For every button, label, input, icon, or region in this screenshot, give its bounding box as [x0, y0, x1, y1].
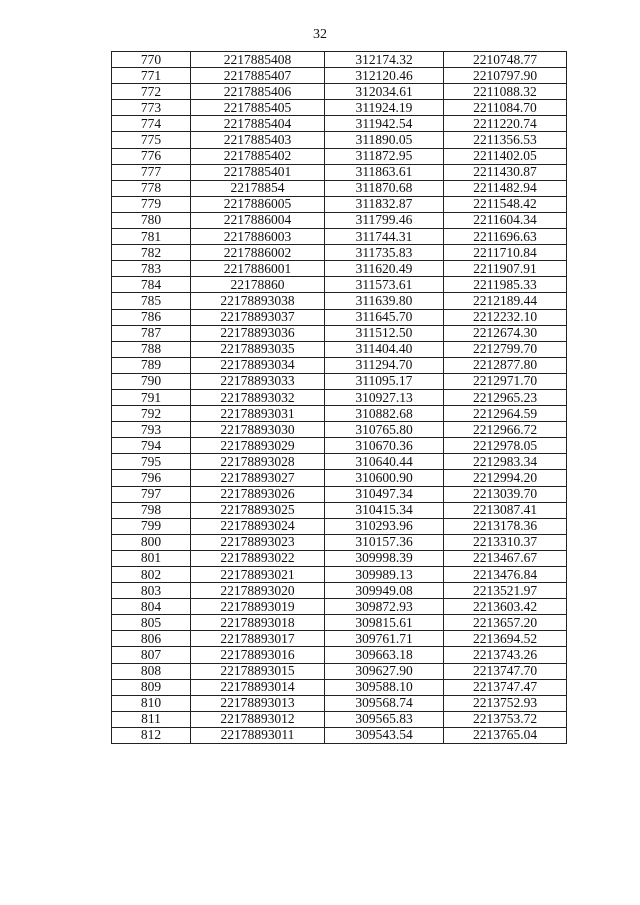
row-number-cell: 798	[112, 502, 191, 518]
x-coordinate-cell: 311639.80	[325, 293, 444, 309]
table-row	[112, 84, 567, 100]
row-number-cell: 788	[112, 341, 191, 357]
point-id-cell: 22178893029	[191, 438, 325, 454]
x-coordinate-cell: 310415.34	[325, 502, 444, 518]
x-coordinate-cell: 311942.54	[325, 116, 444, 132]
table-row	[112, 261, 567, 277]
row-number-cell: 782	[112, 245, 191, 261]
x-coordinate-cell: 309663.18	[325, 647, 444, 663]
row-number-cell: 774	[112, 116, 191, 132]
point-id-cell: 22178893036	[191, 325, 325, 341]
y-coordinate-cell: 2212674.30	[444, 325, 567, 341]
y-coordinate-cell: 2213657.20	[444, 615, 567, 631]
row-number-cell: 778	[112, 180, 191, 196]
page-number: 32	[313, 27, 327, 42]
point-id-cell: 22178893018	[191, 615, 325, 631]
y-coordinate-cell: 2211220.74	[444, 116, 567, 132]
table-row	[112, 148, 567, 164]
point-id-cell: 22178893034	[191, 357, 325, 373]
x-coordinate-cell: 311863.61	[325, 164, 444, 180]
point-id-cell: 2217886003	[191, 229, 325, 245]
x-coordinate-cell: 309627.90	[325, 663, 444, 679]
point-id-cell: 2217886001	[191, 261, 325, 277]
row-number-cell: 791	[112, 389, 191, 405]
x-coordinate-cell: 310927.13	[325, 389, 444, 405]
table-row	[112, 615, 567, 631]
coordinates-table	[111, 51, 567, 744]
table-row	[112, 373, 567, 389]
row-number-cell: 801	[112, 550, 191, 566]
x-coordinate-cell: 311799.46	[325, 212, 444, 228]
y-coordinate-cell: 2210797.90	[444, 68, 567, 84]
y-coordinate-cell: 2212799.70	[444, 341, 567, 357]
y-coordinate-cell: 2213743.26	[444, 647, 567, 663]
y-coordinate-cell: 2213476.84	[444, 567, 567, 583]
y-coordinate-cell: 2213039.70	[444, 486, 567, 502]
table-row	[112, 229, 567, 245]
y-coordinate-cell: 2211356.53	[444, 132, 567, 148]
table-row	[112, 100, 567, 116]
point-id-cell: 22178893026	[191, 486, 325, 502]
x-coordinate-cell: 311294.70	[325, 357, 444, 373]
table-row	[112, 695, 567, 711]
y-coordinate-cell: 2213467.67	[444, 550, 567, 566]
point-id-cell: 22178893017	[191, 631, 325, 647]
row-number-cell: 796	[112, 470, 191, 486]
table-row	[112, 454, 567, 470]
table-row	[112, 245, 567, 261]
row-number-cell: 809	[112, 679, 191, 695]
point-id-cell: 2217886005	[191, 196, 325, 212]
x-coordinate-cell: 309815.61	[325, 615, 444, 631]
row-number-cell: 802	[112, 567, 191, 583]
table-row	[112, 599, 567, 615]
row-number-cell: 772	[112, 84, 191, 100]
point-id-cell: 22178893014	[191, 679, 325, 695]
y-coordinate-cell: 2211548.42	[444, 196, 567, 212]
row-number-cell: 786	[112, 309, 191, 325]
point-id-cell: 22178893011	[191, 727, 325, 743]
y-coordinate-cell: 2211907.91	[444, 261, 567, 277]
row-number-cell: 794	[112, 438, 191, 454]
x-coordinate-cell: 312120.46	[325, 68, 444, 84]
row-number-cell: 790	[112, 373, 191, 389]
row-number-cell: 799	[112, 518, 191, 534]
row-number-cell: 789	[112, 357, 191, 373]
row-number-cell: 770	[112, 52, 191, 68]
x-coordinate-cell: 310670.36	[325, 438, 444, 454]
x-coordinate-cell: 311832.87	[325, 196, 444, 212]
y-coordinate-cell: 2213087.41	[444, 502, 567, 518]
x-coordinate-cell: 309543.54	[325, 727, 444, 743]
x-coordinate-cell: 311512.50	[325, 325, 444, 341]
table-row	[112, 534, 567, 550]
y-coordinate-cell: 2211710.84	[444, 245, 567, 261]
table-row	[112, 631, 567, 647]
point-id-cell: 22178893030	[191, 422, 325, 438]
row-number-cell: 807	[112, 647, 191, 663]
row-number-cell: 771	[112, 68, 191, 84]
x-coordinate-cell: 310640.44	[325, 454, 444, 470]
row-number-cell: 810	[112, 695, 191, 711]
point-id-cell: 22178893019	[191, 599, 325, 615]
point-id-cell: 22178893027	[191, 470, 325, 486]
y-coordinate-cell: 2211604.34	[444, 212, 567, 228]
point-id-cell: 22178893016	[191, 647, 325, 663]
x-coordinate-cell: 309565.83	[325, 711, 444, 727]
x-coordinate-cell: 310600.90	[325, 470, 444, 486]
row-number-cell: 808	[112, 663, 191, 679]
x-coordinate-cell: 311573.61	[325, 277, 444, 293]
table-row	[112, 486, 567, 502]
y-coordinate-cell: 2211482.94	[444, 180, 567, 196]
x-coordinate-cell: 309989.13	[325, 567, 444, 583]
y-coordinate-cell: 2211402.05	[444, 148, 567, 164]
row-number-cell: 777	[112, 164, 191, 180]
point-id-cell: 22178893038	[191, 293, 325, 309]
row-number-cell: 805	[112, 615, 191, 631]
point-id-cell: 22178893032	[191, 389, 325, 405]
x-coordinate-cell: 311404.40	[325, 341, 444, 357]
y-coordinate-cell: 2212965.23	[444, 389, 567, 405]
row-number-cell: 787	[112, 325, 191, 341]
point-id-cell: 2217886002	[191, 245, 325, 261]
table-row	[112, 68, 567, 84]
y-coordinate-cell: 2212877.80	[444, 357, 567, 373]
x-coordinate-cell: 309872.93	[325, 599, 444, 615]
y-coordinate-cell: 2213694.52	[444, 631, 567, 647]
row-number-cell: 797	[112, 486, 191, 502]
row-number-cell: 793	[112, 422, 191, 438]
point-id-cell: 22178893031	[191, 406, 325, 422]
table-row	[112, 502, 567, 518]
point-id-cell: 2217885407	[191, 68, 325, 84]
x-coordinate-cell: 311870.68	[325, 180, 444, 196]
row-number-cell: 781	[112, 229, 191, 245]
y-coordinate-cell: 2211430.87	[444, 164, 567, 180]
y-coordinate-cell: 2211696.63	[444, 229, 567, 245]
x-coordinate-cell: 310497.34	[325, 486, 444, 502]
row-number-cell: 811	[112, 711, 191, 727]
table-row	[112, 164, 567, 180]
row-number-cell: 806	[112, 631, 191, 647]
point-id-cell: 22178893028	[191, 454, 325, 470]
y-coordinate-cell: 2213765.04	[444, 727, 567, 743]
point-id-cell: 22178860	[191, 277, 325, 293]
x-coordinate-cell: 311645.70	[325, 309, 444, 325]
table-row	[112, 647, 567, 663]
x-coordinate-cell: 311620.49	[325, 261, 444, 277]
point-id-cell: 2217885406	[191, 84, 325, 100]
y-coordinate-cell: 2213747.70	[444, 663, 567, 679]
table-row	[112, 132, 567, 148]
table-row	[112, 470, 567, 486]
point-id-cell: 2217885404	[191, 116, 325, 132]
table-row	[112, 679, 567, 695]
point-id-cell: 22178854	[191, 180, 325, 196]
table-row	[112, 518, 567, 534]
x-coordinate-cell: 309761.71	[325, 631, 444, 647]
y-coordinate-cell: 2213310.37	[444, 534, 567, 550]
point-id-cell: 22178893037	[191, 309, 325, 325]
x-coordinate-cell: 311744.31	[325, 229, 444, 245]
row-number-cell: 785	[112, 293, 191, 309]
x-coordinate-cell: 312174.32	[325, 52, 444, 68]
y-coordinate-cell: 2211985.33	[444, 277, 567, 293]
row-number-cell: 795	[112, 454, 191, 470]
x-coordinate-cell: 311095.17	[325, 373, 444, 389]
y-coordinate-cell: 2212966.72	[444, 422, 567, 438]
y-coordinate-cell: 2212994.20	[444, 470, 567, 486]
x-coordinate-cell: 311872.95	[325, 148, 444, 164]
x-coordinate-cell: 309588.10	[325, 679, 444, 695]
table-row	[112, 389, 567, 405]
table-row	[112, 309, 567, 325]
y-coordinate-cell: 2212983.34	[444, 454, 567, 470]
y-coordinate-cell: 2211084.70	[444, 100, 567, 116]
point-id-cell: 22178893013	[191, 695, 325, 711]
x-coordinate-cell: 309998.39	[325, 550, 444, 566]
row-number-cell: 792	[112, 406, 191, 422]
y-coordinate-cell: 2213747.47	[444, 679, 567, 695]
table-row	[112, 277, 567, 293]
point-id-cell: 2217885401	[191, 164, 325, 180]
point-id-cell: 22178893035	[191, 341, 325, 357]
point-id-cell: 22178893023	[191, 534, 325, 550]
point-id-cell: 2217885403	[191, 132, 325, 148]
table-row	[112, 711, 567, 727]
table-row	[112, 663, 567, 679]
x-coordinate-cell: 309568.74	[325, 695, 444, 711]
row-number-cell: 775	[112, 132, 191, 148]
point-id-cell: 2217885408	[191, 52, 325, 68]
table-row	[112, 293, 567, 309]
table-body	[112, 52, 567, 744]
row-number-cell: 800	[112, 534, 191, 550]
point-id-cell: 22178893015	[191, 663, 325, 679]
table-row	[112, 52, 567, 68]
row-number-cell: 779	[112, 196, 191, 212]
table-row	[112, 180, 567, 196]
point-id-cell: 22178893033	[191, 373, 325, 389]
x-coordinate-cell: 310882.68	[325, 406, 444, 422]
row-number-cell: 803	[112, 583, 191, 599]
table-row	[112, 550, 567, 566]
y-coordinate-cell: 2212964.59	[444, 406, 567, 422]
table-row	[112, 727, 567, 743]
table-row	[112, 438, 567, 454]
y-coordinate-cell: 2211088.32	[444, 84, 567, 100]
x-coordinate-cell: 311890.05	[325, 132, 444, 148]
table-row	[112, 325, 567, 341]
table-row	[112, 357, 567, 373]
row-number-cell: 784	[112, 277, 191, 293]
point-id-cell: 2217885405	[191, 100, 325, 116]
y-coordinate-cell: 2212971.70	[444, 373, 567, 389]
x-coordinate-cell: 309949.08	[325, 583, 444, 599]
y-coordinate-cell: 2213752.93	[444, 695, 567, 711]
x-coordinate-cell: 312034.61	[325, 84, 444, 100]
x-coordinate-cell: 310157.36	[325, 534, 444, 550]
point-id-cell: 22178893020	[191, 583, 325, 599]
point-id-cell: 22178893012	[191, 711, 325, 727]
table-row	[112, 116, 567, 132]
table-row	[112, 196, 567, 212]
row-number-cell: 780	[112, 212, 191, 228]
row-number-cell: 776	[112, 148, 191, 164]
row-number-cell: 773	[112, 100, 191, 116]
y-coordinate-cell: 2213178.36	[444, 518, 567, 534]
table-row	[112, 422, 567, 438]
x-coordinate-cell: 311735.83	[325, 245, 444, 261]
point-id-cell: 22178893024	[191, 518, 325, 534]
y-coordinate-cell: 2212978.05	[444, 438, 567, 454]
x-coordinate-cell: 311924.19	[325, 100, 444, 116]
y-coordinate-cell: 2213603.42	[444, 599, 567, 615]
table-row	[112, 567, 567, 583]
point-id-cell: 2217886004	[191, 212, 325, 228]
y-coordinate-cell: 2213753.72	[444, 711, 567, 727]
x-coordinate-cell: 310293.96	[325, 518, 444, 534]
row-number-cell: 812	[112, 727, 191, 743]
y-coordinate-cell: 2213521.97	[444, 583, 567, 599]
row-number-cell: 804	[112, 599, 191, 615]
point-id-cell: 22178893021	[191, 567, 325, 583]
table-row	[112, 406, 567, 422]
table-row	[112, 212, 567, 228]
y-coordinate-cell: 2210748.77	[444, 52, 567, 68]
table-row	[112, 583, 567, 599]
y-coordinate-cell: 2212189.44	[444, 293, 567, 309]
row-number-cell: 783	[112, 261, 191, 277]
point-id-cell: 2217885402	[191, 148, 325, 164]
table-row	[112, 341, 567, 357]
y-coordinate-cell: 2212232.10	[444, 309, 567, 325]
x-coordinate-cell: 310765.80	[325, 422, 444, 438]
point-id-cell: 22178893025	[191, 502, 325, 518]
point-id-cell: 22178893022	[191, 550, 325, 566]
